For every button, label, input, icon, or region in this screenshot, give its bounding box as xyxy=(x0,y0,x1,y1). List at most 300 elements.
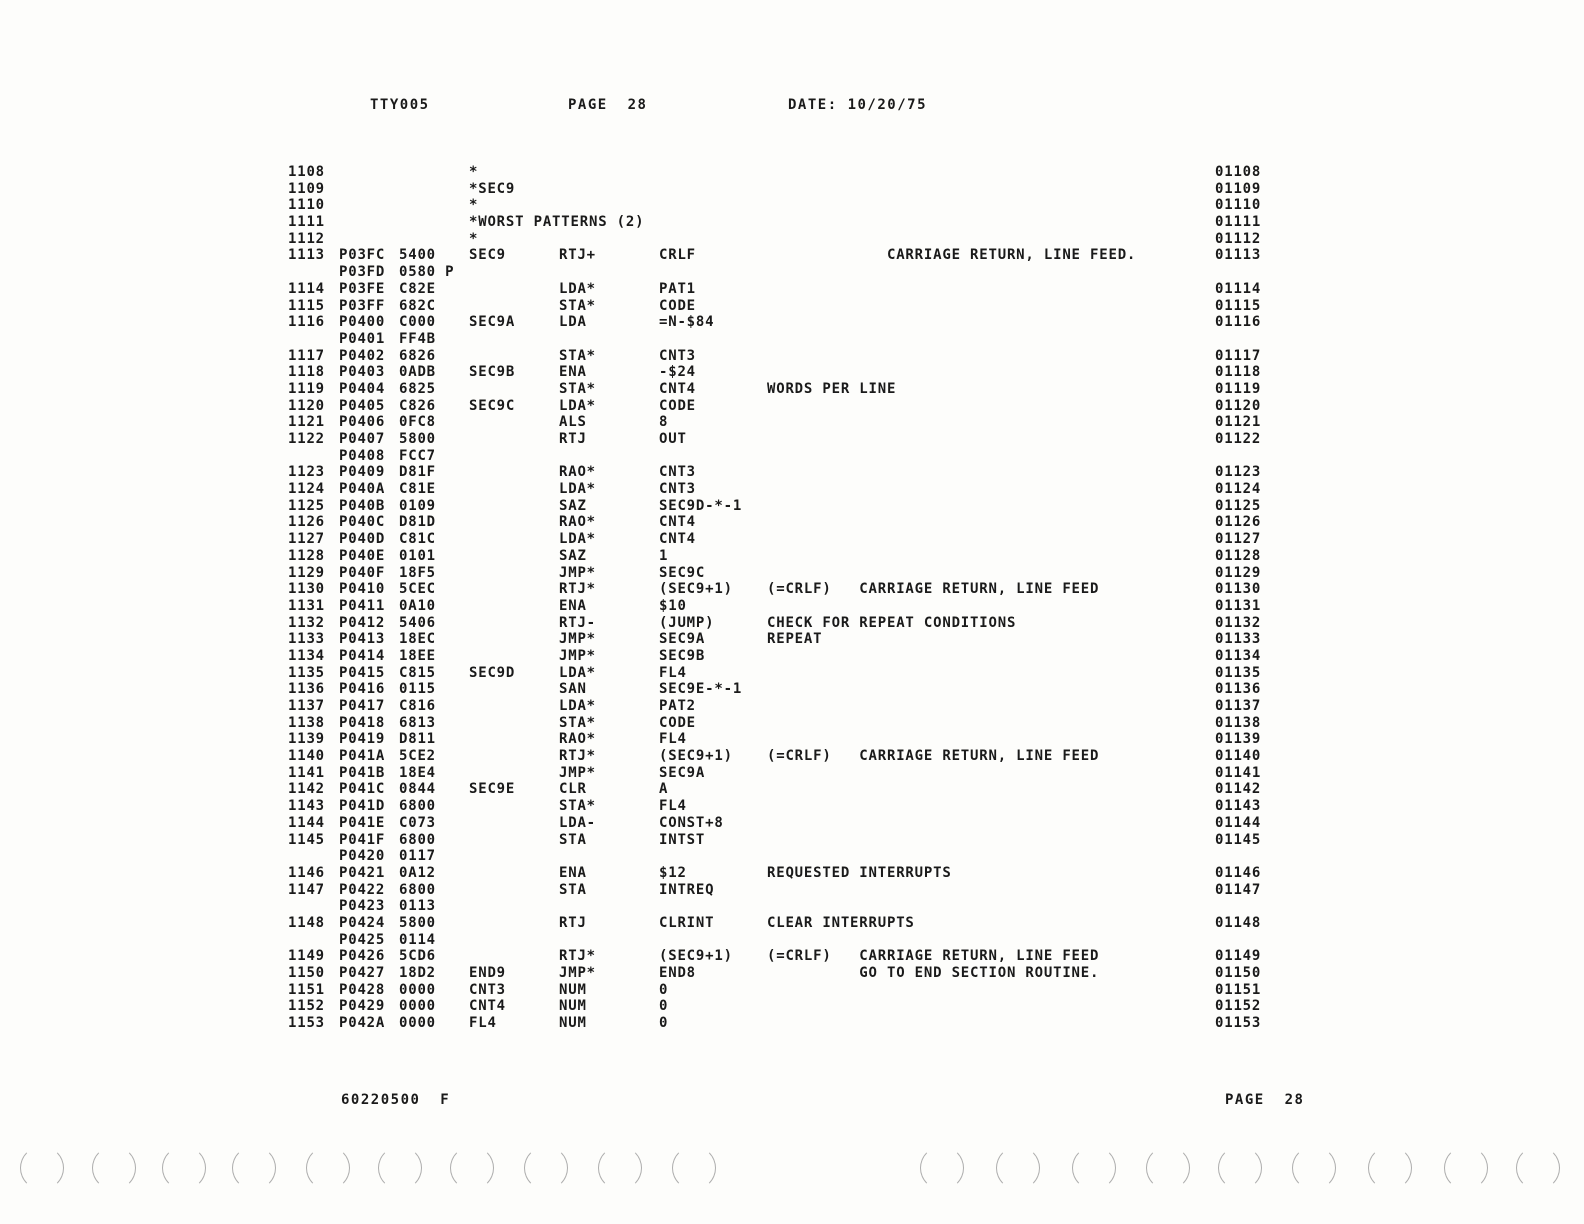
operand: -$24 xyxy=(659,364,696,381)
operand: SEC9A xyxy=(659,631,706,648)
sequence-number: 01151 xyxy=(1215,981,1262,998)
sequence-number: 01128 xyxy=(1215,547,1262,564)
address: P0420 xyxy=(339,848,386,865)
opcode: RAO* xyxy=(559,514,596,531)
object-code: C82E xyxy=(399,280,436,297)
object-code: C816 xyxy=(399,698,436,714)
sequence-number: 01115 xyxy=(1215,297,1262,314)
opcode: STA* xyxy=(559,297,596,314)
line-number: 1144 xyxy=(288,814,325,831)
sequence-number: 01111 xyxy=(1215,214,1262,231)
listing-row xyxy=(288,231,1308,248)
opcode: LDA- xyxy=(559,814,596,831)
sequence-number: 01108 xyxy=(1215,164,1262,180)
address: P0406 xyxy=(339,414,386,431)
opcode: STA* xyxy=(559,347,596,364)
address: P03FD xyxy=(339,264,386,281)
sequence-number: 01124 xyxy=(1215,481,1262,498)
address: P0413 xyxy=(339,631,386,648)
opcode: LDA* xyxy=(559,397,596,414)
line-number: 1120 xyxy=(288,397,325,414)
sequence-number: 01141 xyxy=(1215,764,1262,781)
opcode: ENA xyxy=(559,864,587,881)
address: P040E xyxy=(339,547,386,564)
object-code: D81D xyxy=(399,514,436,531)
listing-row xyxy=(288,798,1308,815)
address: P0402 xyxy=(339,347,386,364)
listing-row xyxy=(288,998,1308,1015)
object-code: 0113 xyxy=(399,898,436,915)
address: P040F xyxy=(339,564,386,581)
sequence-number: 01145 xyxy=(1215,831,1262,848)
line-number: 1125 xyxy=(288,497,325,514)
sequence-number: 01147 xyxy=(1215,881,1262,898)
opcode: NUM xyxy=(559,998,587,1015)
opcode: RTJ xyxy=(559,431,587,447)
comment: CARRIAGE RETURN, LINE FEED. xyxy=(767,247,1137,264)
feed-hole xyxy=(20,1146,64,1190)
operand: CNT4 xyxy=(659,380,696,397)
line-number: 1151 xyxy=(288,981,325,998)
listing-row xyxy=(288,481,1308,498)
feed-hole xyxy=(598,1146,642,1190)
operand: CODE xyxy=(659,297,696,314)
comment: GO TO END SECTION ROUTINE. xyxy=(767,965,1100,981)
line-number: 1148 xyxy=(288,914,325,931)
address: P041A xyxy=(339,748,386,765)
operand: =N-$84 xyxy=(659,314,715,331)
operand: CNT3 xyxy=(659,347,696,364)
sequence-number: 01133 xyxy=(1215,631,1262,648)
object-code: 5CD6 xyxy=(399,948,436,965)
address: P041C xyxy=(339,781,386,798)
operand: (JUMP) xyxy=(659,614,715,631)
listing-row xyxy=(288,598,1308,615)
line-number: 1117 xyxy=(288,347,325,364)
object-code: 5800 xyxy=(399,431,436,447)
sequence-number: 01123 xyxy=(1215,464,1262,481)
object-code: 6825 xyxy=(399,380,436,397)
sequence-number: 01119 xyxy=(1215,380,1262,397)
line-number: 1112 xyxy=(288,230,325,247)
address: P0408 xyxy=(339,447,386,464)
listing-row xyxy=(288,381,1308,398)
listing-row xyxy=(288,915,1308,932)
listing-row xyxy=(288,298,1308,315)
opcode: JMP* xyxy=(559,647,596,664)
comment: (=CRLF) CARRIAGE RETURN, LINE FEED xyxy=(767,748,1100,765)
object-code: C826 xyxy=(399,397,436,414)
feed-hole xyxy=(996,1146,1040,1190)
line-number: 1132 xyxy=(288,614,325,631)
address: P0428 xyxy=(339,981,386,998)
object-code: 6813 xyxy=(399,714,436,731)
object-code: 18EC xyxy=(399,631,436,648)
operand: SEC9D-*-1 xyxy=(659,497,743,514)
address: P0404 xyxy=(339,380,386,397)
listing-row xyxy=(288,731,1308,748)
line-number: 1136 xyxy=(288,681,325,698)
opcode: ENA xyxy=(559,597,587,614)
opcode: STA* xyxy=(559,714,596,731)
line-number: 1109 xyxy=(288,180,325,197)
line-number: 1133 xyxy=(288,631,325,648)
opcode: RTJ+ xyxy=(559,247,596,264)
sequence-number: 01126 xyxy=(1215,514,1262,531)
opcode: SAZ xyxy=(559,497,587,514)
opcode: RTJ* xyxy=(559,948,596,965)
listing-row xyxy=(288,631,1308,648)
line-number: 1121 xyxy=(288,414,325,431)
listing-row xyxy=(288,848,1308,865)
operand: OUT xyxy=(659,431,687,447)
object-code: 0109 xyxy=(399,497,436,514)
address: P03FF xyxy=(339,297,386,314)
label: * xyxy=(469,230,479,247)
address: P03FE xyxy=(339,280,386,297)
opcode: JMP* xyxy=(559,764,596,781)
line-number: 1110 xyxy=(288,197,325,214)
object-code: 5800 xyxy=(399,914,436,931)
listing-row xyxy=(288,615,1308,632)
listing-row xyxy=(288,882,1308,899)
sequence-number: 01110 xyxy=(1215,197,1262,214)
label: *SEC9 xyxy=(469,180,516,197)
sequence-number: 01120 xyxy=(1215,397,1262,414)
sequence-number: 01132 xyxy=(1215,614,1262,631)
operand: FL4 xyxy=(659,798,687,815)
listing-row xyxy=(288,715,1308,732)
line-number: 1137 xyxy=(288,698,325,714)
operand: END8 xyxy=(659,965,696,981)
object-code: C815 xyxy=(399,664,436,681)
listing-row xyxy=(288,247,1308,264)
address: P0403 xyxy=(339,364,386,381)
sequence-number: 01139 xyxy=(1215,731,1262,748)
comment: WORDS PER LINE xyxy=(767,380,897,397)
label: SEC9D xyxy=(469,664,516,681)
operand: 0 xyxy=(659,1015,669,1032)
sequence-number: 01144 xyxy=(1215,814,1262,831)
operand: INTREQ xyxy=(659,881,715,898)
object-code: 0A10 xyxy=(399,597,436,614)
opcode: RTJ* xyxy=(559,581,596,598)
object-code: 0115 xyxy=(399,681,436,698)
line-number: 1129 xyxy=(288,564,325,581)
address: P0400 xyxy=(339,314,386,331)
listing-row xyxy=(288,514,1308,531)
listing-row xyxy=(288,197,1308,214)
opcode: JMP* xyxy=(559,631,596,648)
operand: SEC9B xyxy=(659,647,706,664)
line-number: 1122 xyxy=(288,431,325,447)
sequence-number: 01149 xyxy=(1215,948,1262,965)
line-number: 1139 xyxy=(288,731,325,748)
line-number: 1131 xyxy=(288,597,325,614)
address: P0426 xyxy=(339,948,386,965)
object-code: 6800 xyxy=(399,881,436,898)
object-code: D81F xyxy=(399,464,436,481)
object-code: C073 xyxy=(399,814,436,831)
opcode: SAN xyxy=(559,681,587,698)
object-code: 0844 xyxy=(399,781,436,798)
object-code: 6800 xyxy=(399,831,436,848)
feed-hole xyxy=(232,1146,276,1190)
line-number: 1150 xyxy=(288,965,325,981)
line-number: 1141 xyxy=(288,764,325,781)
listing-row xyxy=(288,1015,1308,1032)
line-number: 1123 xyxy=(288,464,325,481)
comment: (=CRLF) CARRIAGE RETURN, LINE FEED xyxy=(767,948,1100,965)
object-code: C81E xyxy=(399,481,436,498)
listing-row xyxy=(288,898,1308,915)
address: P0424 xyxy=(339,914,386,931)
feed-hole xyxy=(306,1146,350,1190)
line-number: 1118 xyxy=(288,364,325,381)
address: P0407 xyxy=(339,431,386,447)
label: END9 xyxy=(469,965,506,981)
address: P041F xyxy=(339,831,386,848)
object-code: 0114 xyxy=(399,931,436,948)
feed-hole xyxy=(450,1146,494,1190)
operand: CNT4 xyxy=(659,514,696,531)
listing-row xyxy=(288,865,1308,882)
opcode: RTJ* xyxy=(559,748,596,765)
listing-row xyxy=(288,431,1308,448)
address: P0422 xyxy=(339,881,386,898)
sequence-number: 01127 xyxy=(1215,531,1262,548)
listing-row xyxy=(288,464,1308,481)
address: P040A xyxy=(339,481,386,498)
object-code: 18D2 xyxy=(399,965,436,981)
label: FL4 xyxy=(469,1015,497,1032)
comment: REPEAT xyxy=(767,631,823,648)
opcode: ENA xyxy=(559,364,587,381)
opcode: RAO* xyxy=(559,464,596,481)
sequence-number: 01118 xyxy=(1215,364,1262,381)
line-number: 1130 xyxy=(288,581,325,598)
listing-row xyxy=(288,364,1308,381)
object-code: 0ADB xyxy=(399,364,436,381)
address: P0423 xyxy=(339,898,386,915)
address: P0412 xyxy=(339,614,386,631)
opcode: STA xyxy=(559,881,587,898)
line-number: 1113 xyxy=(288,247,325,264)
line-number: 1143 xyxy=(288,798,325,815)
label: SEC9E xyxy=(469,781,516,798)
line-number: 1134 xyxy=(288,647,325,664)
line-number: 1153 xyxy=(288,1015,325,1032)
listing-row xyxy=(288,181,1308,198)
feed-hole xyxy=(672,1146,716,1190)
label: * xyxy=(469,197,479,214)
line-number: 1140 xyxy=(288,748,325,765)
footer-page-number: PAGE 28 xyxy=(1225,1092,1305,1108)
object-code: 18E4 xyxy=(399,764,436,781)
address: P0410 xyxy=(339,581,386,598)
line-number: 1119 xyxy=(288,380,325,397)
listing-row xyxy=(288,398,1308,415)
listing-row xyxy=(288,348,1308,365)
line-number: 1116 xyxy=(288,314,325,331)
sequence-number: 01136 xyxy=(1215,681,1262,698)
operand: SEC9E-*-1 xyxy=(659,681,743,698)
sequence-number: 01138 xyxy=(1215,714,1262,731)
address: P0419 xyxy=(339,731,386,748)
sequence-number: 01114 xyxy=(1215,280,1262,297)
operand: SEC9A xyxy=(659,764,706,781)
address: P0425 xyxy=(339,931,386,948)
opcode: RTJ- xyxy=(559,614,596,631)
address: P041B xyxy=(339,764,386,781)
line-number: 1126 xyxy=(288,514,325,531)
label: SEC9A xyxy=(469,314,516,331)
opcode: SAZ xyxy=(559,547,587,564)
listing-row xyxy=(288,748,1308,765)
operand: FL4 xyxy=(659,731,687,748)
sequence-number: 01122 xyxy=(1215,431,1262,447)
opcode: RAO* xyxy=(559,731,596,748)
header-page-number: PAGE 28 xyxy=(568,97,648,113)
listing-row xyxy=(288,531,1308,548)
sequence-number: 01117 xyxy=(1215,347,1262,364)
object-code: 0000 xyxy=(399,1015,436,1032)
listing-row xyxy=(288,982,1308,999)
comment: CHECK FOR REPEAT CONDITIONS xyxy=(767,614,1017,631)
address: P0415 xyxy=(339,664,386,681)
object-code: D811 xyxy=(399,731,436,748)
label: CNT3 xyxy=(469,981,506,998)
address: P0421 xyxy=(339,864,386,881)
listing-row xyxy=(288,264,1308,281)
feed-hole xyxy=(378,1146,422,1190)
operand: 1 xyxy=(659,547,669,564)
comment: REQUESTED INTERRUPTS xyxy=(767,864,952,881)
label: *WORST PATTERNS (2) xyxy=(469,214,645,231)
line-number: 1145 xyxy=(288,831,325,848)
operand: A xyxy=(659,781,669,798)
sequence-number: 01113 xyxy=(1215,247,1262,264)
opcode: LDA* xyxy=(559,664,596,681)
feed-hole xyxy=(1444,1146,1488,1190)
address: P0414 xyxy=(339,647,386,664)
listing-row xyxy=(288,965,1308,982)
line-number: 1128 xyxy=(288,547,325,564)
sequence-number: 01146 xyxy=(1215,864,1262,881)
address: P041E xyxy=(339,814,386,831)
feed-hole xyxy=(1368,1146,1412,1190)
object-code: 0A12 xyxy=(399,864,436,881)
operand: INTST xyxy=(659,831,706,848)
operand: (SEC9+1) xyxy=(659,581,733,598)
object-code: 6826 xyxy=(399,347,436,364)
sequence-number: 01142 xyxy=(1215,781,1262,798)
listing-row xyxy=(288,948,1308,965)
operand: CLRINT xyxy=(659,914,715,931)
listing-row xyxy=(288,832,1308,849)
listing-row xyxy=(288,665,1308,682)
line-number: 1149 xyxy=(288,948,325,965)
line-number: 1111 xyxy=(288,214,325,231)
operand: SEC9C xyxy=(659,564,706,581)
object-code: 682C xyxy=(399,297,436,314)
header-date: DATE: 10/20/75 xyxy=(788,97,928,113)
listing-row xyxy=(288,765,1308,782)
listing-row xyxy=(288,815,1308,832)
listing-row xyxy=(288,331,1308,348)
opcode: CLR xyxy=(559,781,587,798)
object-code: 0101 xyxy=(399,547,436,564)
object-code: 0FC8 xyxy=(399,414,436,431)
operand: $10 xyxy=(659,597,687,614)
object-code: 5CEC xyxy=(399,581,436,598)
operand: CNT4 xyxy=(659,531,696,548)
operand: $12 xyxy=(659,864,687,881)
address: P0416 xyxy=(339,681,386,698)
sequence-number: 01135 xyxy=(1215,664,1262,681)
object-code: 5406 xyxy=(399,614,436,631)
sequence-number: 01153 xyxy=(1215,1015,1262,1032)
object-code: 18EE xyxy=(399,647,436,664)
sequence-number: 01116 xyxy=(1215,314,1262,331)
address: P042A xyxy=(339,1015,386,1032)
address: P03FC xyxy=(339,247,386,264)
object-code: 0580 P xyxy=(399,264,455,281)
sequence-number: 01129 xyxy=(1215,564,1262,581)
object-code: 6800 xyxy=(399,798,436,815)
opcode: STA* xyxy=(559,798,596,815)
address: P0429 xyxy=(339,998,386,1015)
feed-hole xyxy=(1292,1146,1336,1190)
object-code: C81C xyxy=(399,531,436,548)
listing-row xyxy=(288,932,1308,949)
listing-row xyxy=(288,281,1308,298)
sequence-number: 01125 xyxy=(1215,497,1262,514)
program-name: TTY005 xyxy=(370,97,430,113)
sequence-number: 01121 xyxy=(1215,414,1262,431)
line-number: 1138 xyxy=(288,714,325,731)
sequence-number: 01112 xyxy=(1215,230,1262,247)
address: P0427 xyxy=(339,965,386,981)
feed-hole xyxy=(162,1146,206,1190)
line-number: 1135 xyxy=(288,664,325,681)
operand: (SEC9+1) xyxy=(659,948,733,965)
opcode: NUM xyxy=(559,1015,587,1032)
operand: PAT1 xyxy=(659,280,696,297)
footer-document-number: 60220500 F xyxy=(341,1092,451,1108)
opcode: LDA* xyxy=(559,280,596,297)
object-code: 0117 xyxy=(399,848,436,865)
listing-row xyxy=(288,164,1308,181)
sequence-number: 01130 xyxy=(1215,581,1262,598)
label: SEC9C xyxy=(469,397,516,414)
opcode: JMP* xyxy=(559,965,596,981)
feed-hole xyxy=(92,1146,136,1190)
feed-hole xyxy=(1218,1146,1262,1190)
object-code: C000 xyxy=(399,314,436,331)
address: P0411 xyxy=(339,597,386,614)
object-code: 18F5 xyxy=(399,564,436,581)
listing-row xyxy=(288,214,1308,231)
opcode: JMP* xyxy=(559,564,596,581)
sequence-number: 01152 xyxy=(1215,998,1262,1015)
listing-row xyxy=(288,314,1308,331)
object-code: 5CE2 xyxy=(399,748,436,765)
sequence-number: 01109 xyxy=(1215,180,1262,197)
listing-row xyxy=(288,498,1308,515)
listing-row xyxy=(288,698,1308,715)
line-number: 1124 xyxy=(288,481,325,498)
